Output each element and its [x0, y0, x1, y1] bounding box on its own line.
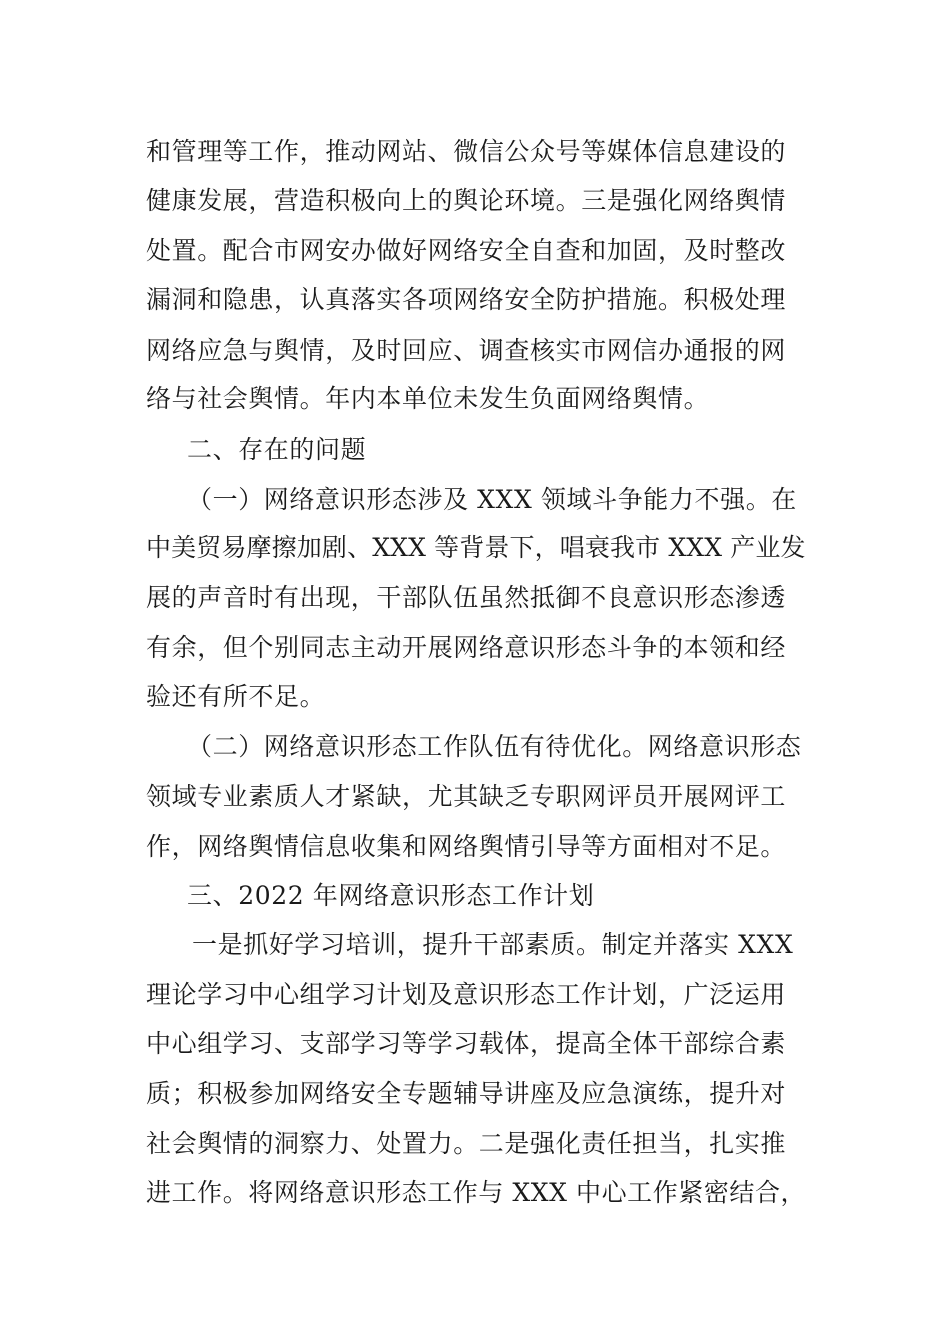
text-line: 中心组学习、支部学习等学习载体，提高全体干部综合素	[146, 1029, 787, 1058]
text-line: 社会舆情的洞察力、处置力。二是强化责任担当，扎实推	[146, 1129, 787, 1158]
text-line: 展的声音时有出现，干部队伍虽然抵御不良意识形态渗透	[146, 583, 787, 612]
text-line: 络与社会舆情。年内本单位未发生负面网络舆情。	[146, 384, 710, 413]
text-line: 作，网络舆情信息收集和网络舆情引导等方面相对不足。	[146, 832, 787, 861]
text-line: 有余，但个别同志主动开展网络意识形态斗争的本领和经	[146, 633, 787, 662]
text-line: 一是抓好学习培训，提升干部素质。制定并落实 XXX	[192, 930, 794, 959]
text-line: （一）网络意识形态涉及 XXX 领域斗争能力不强。在	[187, 485, 797, 514]
text-line: 进工作。将网络意识形态工作与 XXX 中心工作紧密结合，	[146, 1178, 807, 1207]
section-heading: 二、存在的问题	[187, 435, 367, 464]
text-line: 处置。配合市网安办做好网络安全自查和加固，及时整改	[146, 236, 787, 265]
text-line: （二）网络意识形态工作队伍有待优化。网络意识形态	[187, 732, 802, 761]
text-line: 验还有所不足。	[146, 682, 326, 711]
text-line: 网络应急与舆情，及时回应、调查核实市网信办通报的网	[146, 336, 787, 365]
text-line: 理论学习中心组学习计划及意识形态工作计划，广泛运用	[146, 980, 787, 1009]
text-line: 中美贸易摩擦加剧、XXX 等背景下，唱衰我市 XXX 产业发	[146, 533, 806, 562]
text-line: 和管理等工作，推动网站、微信公众号等媒体信息建设的	[146, 137, 787, 166]
text-line: 领域专业素质人才紧缺，尤其缺乏专职网评员开展网评工	[146, 782, 787, 811]
text-line: 质；积极参加网络安全专题辅导讲座及应急演练，提升对	[146, 1079, 787, 1108]
text-line: 健康发展，营造积极向上的舆论环境。三是强化网络舆情	[146, 186, 787, 215]
text-line: 漏洞和隐患，认真落实各项网络安全防护措施。积极处理	[146, 285, 787, 314]
section-heading: 三、2022 年网络意识形态工作计划	[187, 881, 595, 910]
